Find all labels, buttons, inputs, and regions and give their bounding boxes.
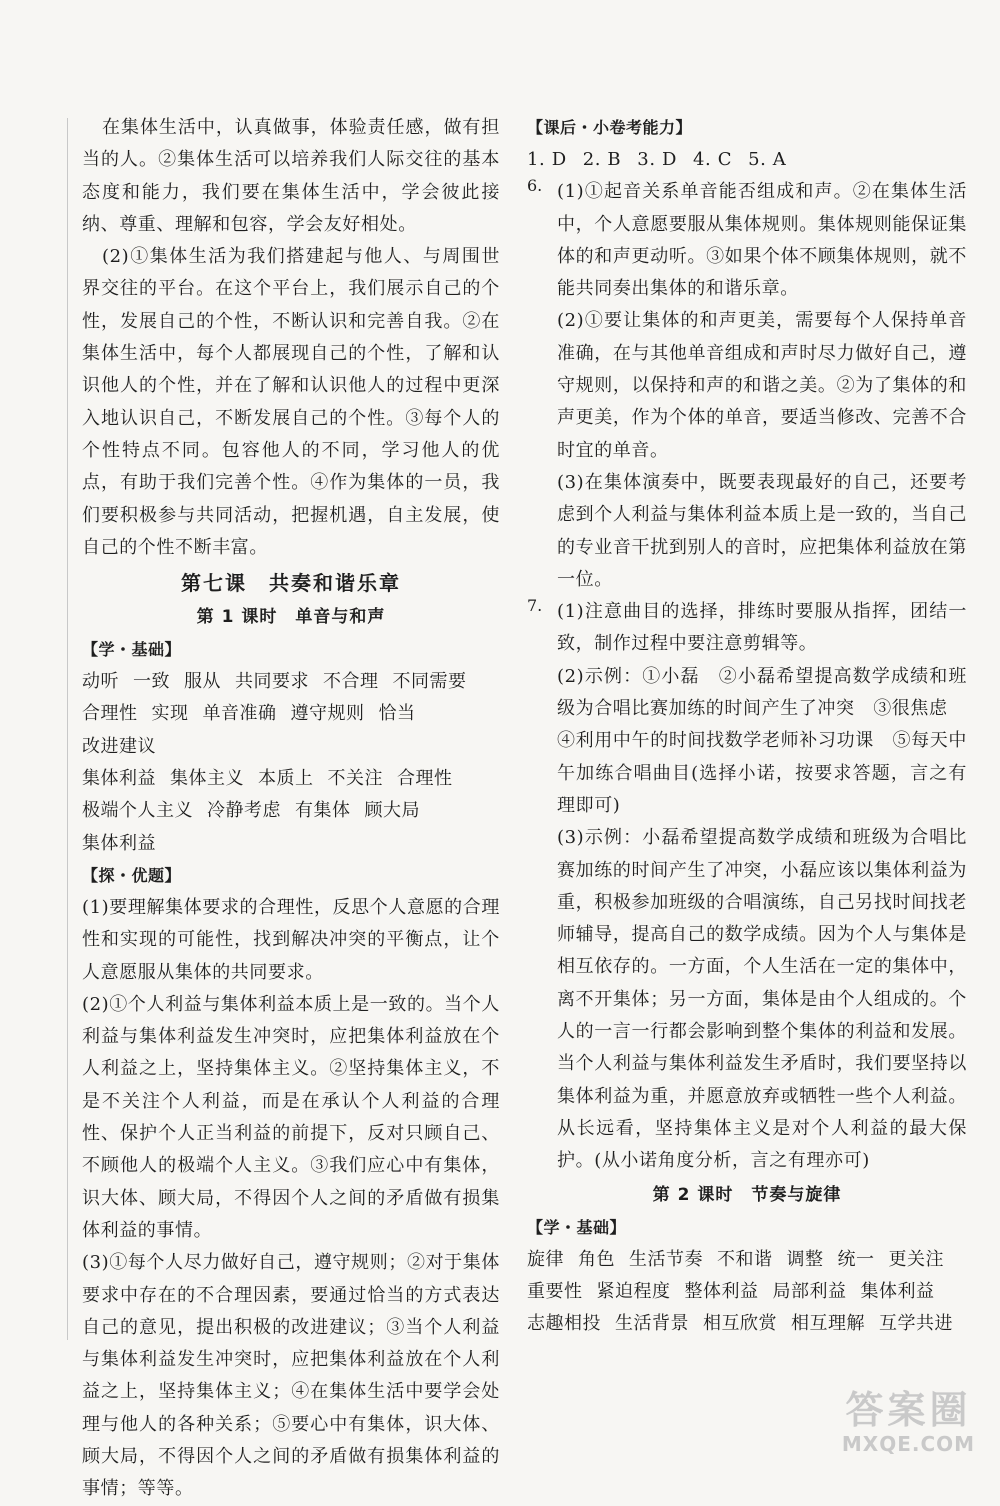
choice-answers [527, 144, 967, 176]
choice-answer: 2. B [582, 149, 622, 170]
answer-word: 合理性 [82, 703, 138, 725]
answer-word: 集体利益 [82, 832, 156, 854]
answer-word: 恰当 [378, 703, 416, 725]
answer-word: 调整 [786, 1248, 824, 1270]
answer-word: 局部利益 [772, 1280, 847, 1302]
after-class-section-label: 【课后・小卷考能力】 [527, 118, 693, 137]
continued-paragraph-1: 在集体生活中，认真做事，体验责任感，做有担当的人。②集体生活可以培养我们人际交往的基本态度和能力，我们要在集体生活中，学会彼此接纳、尊重、理解和包容，学会友好相处。 [82, 117, 500, 235]
answer-word: 更关注 [888, 1248, 944, 1270]
answer-word: 重要性 [527, 1280, 583, 1302]
choice-answer: 4. C [693, 149, 733, 170]
answer-word: 有集体 [295, 800, 351, 822]
question-6 [527, 176, 967, 596]
middle-column [82, 112, 500, 1506]
answer-word: 相互理解 [791, 1313, 865, 1335]
answer-row [82, 763, 500, 795]
answer-word: 整体利益 [684, 1280, 759, 1302]
answer-row [82, 795, 500, 860]
q6-answer-2: (2)①要让集体的和声更美，需要每个人保持单音准确，在与其他单音组成和声时尽力做好自己，遵守规则，以保持和声的和谐之美。②为了集体的和声更美，作为个体的单音，要适当修改、完善不合时宜的单音。 [557, 310, 967, 461]
choice-answer: 1. D [527, 149, 567, 170]
answer-word: 极端个人主义 [82, 800, 193, 822]
basic-section-label: 【学・基础】 [82, 640, 182, 660]
answer-word: 实现 [151, 703, 189, 725]
basic-answers-2 [527, 1244, 967, 1341]
answer-row [82, 698, 500, 763]
answer-word: 角色 [578, 1248, 615, 1270]
answer-word: 互学共进 [879, 1313, 953, 1335]
explore-answer-1: (1)要理解集体要求的合理性，反思个人意愿的合理性和实现的可能性，找到解决冲突的平衡点，让个人意愿服从集体的共同要求。 [82, 896, 500, 983]
explore-answer-2: (2)①个人利益与集体利益本质上是一致的。当个人利益与集体利益发生冲突时，应把集体利益放在个人利益之上，坚持集体主义。②坚持集体主义，不是不关注个人利益，而是在承认个人利益的合理性、保护个人正当利益的前提下，反对只顾自己、不顾他人的极端个人主义。③我们应心中有集体，识大体、顾大局，不得因个人之间的矛盾做有损集体利益的事情。 [82, 993, 500, 1241]
choice-answer: 3. D [637, 149, 677, 170]
answer-word: 旋律 [527, 1248, 564, 1270]
answer-word: 不关注 [327, 768, 383, 790]
q7-answer-2b: ④利用中午的时间找数学老师补习功课 ⑤每天中午加练合唱曲目(选择小诺，按要求答题，言之有理即可) [557, 730, 967, 816]
watermark-text: 答案圈 [845, 1388, 972, 1432]
answer-word: 动听 [82, 671, 119, 693]
answer-word: 不同需要 [392, 671, 467, 693]
question-7 [527, 596, 967, 1177]
column-divider [67, 118, 68, 1340]
answer-word: 紧迫程度 [596, 1280, 671, 1302]
answer-word: 一致 [133, 671, 170, 693]
answer-word: 冷静考虑 [207, 800, 281, 822]
answer-word: 遵守规则 [290, 703, 365, 725]
basic-answers-1 [82, 666, 500, 860]
answer-word: 本质上 [258, 768, 314, 790]
lesson-title: 第七课 共奏和谐乐章 [181, 571, 401, 596]
q6-answer-1: (1)①起音关系单音能否组成和声。②在集体生活中，个人意愿要服从集体规则。集体规则能保证集体的和声更动听。③如果个体不顾集体规则，就不能共同奏出集体的和谐乐章。 [557, 181, 967, 300]
period-2-title: 第 2 课时 节奏与旋律 [652, 1184, 842, 1205]
q6-answer-3: (3)在集体演奏中，既要表现最好的自己，还要考虑到个人利益与集体利益本质上是一致的，当自己的专业音干扰到别人的音时，应把集体利益放在第一位。 [557, 471, 967, 590]
q7-answer-3: (3)示例：小磊希望提高数学成绩和班级为合唱比赛加练的时间产生了冲突，小磊应该以集体利益为重，积极参加班级的合唱演练，自己另找时间找老师辅导，提高自己的数学成绩。因为个人与集体是相互依存的。一方面，个人生活在一定的集体中，离不开集体；另一方面，集体是由个人组成的。个人的一言一行都会影响到整个集体的利益和发展。当个人利益与集体利益发生矛盾时，我们要坚持以集体利益为重，并愿意放弃或牺牲一些个人利益。从长远看，坚持集体主义是对个人利益的最大保护。(从小诺角度分析，言之有理亦可) [557, 827, 967, 1172]
answer-word: 单音准确 [202, 703, 277, 725]
answer-word: 集体主义 [170, 768, 244, 790]
answer-word: 共同要求 [235, 671, 309, 693]
answer-word: 相互欣赏 [703, 1313, 777, 1335]
answer-row [527, 1244, 967, 1276]
question-number: 6. [527, 176, 543, 196]
period-1-title: 第 1 课时 单音与和声 [196, 607, 386, 628]
watermark-logo [826, 1388, 991, 1456]
answer-word: 集体利益 [82, 768, 156, 790]
watermark-url: MXQE.COM [841, 1432, 976, 1456]
answer-row [527, 1276, 967, 1308]
basic-section-label-2: 【学・基础】 [527, 1217, 627, 1237]
answer-word: 改进建议 [82, 735, 156, 757]
q7-answer-1: (1)注意曲目的选择，排练时要服从指挥，团结一致，制作过程中要注意剪辑等。 [557, 601, 967, 655]
answer-word: 生活背景 [615, 1313, 689, 1335]
answer-row [527, 1308, 967, 1340]
choice-answer: 5. A [748, 149, 787, 170]
answer-word: 集体利益 [860, 1280, 935, 1302]
answer-word: 合理性 [397, 768, 453, 790]
answer-word: 顾大局 [364, 800, 420, 822]
answer-word: 志趣相投 [527, 1313, 601, 1335]
explore-section-label: 【探・优题】 [82, 865, 182, 885]
answer-word: 不和谐 [717, 1248, 773, 1270]
explore-answer-3: (3)①每个人尽力做好自己，遵守规则；②对于集体要求中存在的不合理因素，要通过恰当的方式表达自己的意见，提出积极的改进建议；③当个人利益与集体利益发生冲突时，应把集体利益放在个人利益之上，坚持集体主义；④在集体生活中要学会处理与他人的各种关系；⑤要心中有集体，识大体、顾大局，不得因个人之间的矛盾做有损集体利益的事情；等等。 [82, 1252, 500, 1500]
right-column [527, 112, 967, 1340]
answer-word: 不合理 [323, 671, 379, 693]
q7-answer-2: (2)示例：①小磊 ②小磊希望提高数学成绩和班级为合唱比赛加练的时间产生了冲突 ③很焦虑 [557, 665, 967, 720]
answer-word: 统一 [837, 1248, 875, 1270]
answer-row [82, 666, 500, 698]
answer-word: 生活节奏 [629, 1248, 703, 1270]
answer-word: 服从 [184, 671, 221, 693]
question-number: 7. [527, 596, 543, 616]
continued-paragraph-2: (2)①集体生活为我们搭建起与他人、与周围世界交往的平台。在这个平台上，我们展示自己的个性，发展自己的个性，不断认识和完善自我。②在集体生活中，每个人都展现自己的个性，了解和认识他人的个性，并在了解和认识他人的过程中更深入地认识自己，不断发展自己的个性。③每个人的个性特点不同。包容他人的不同，学习他人的优点，有助于我们完善个性。④作为集体的一员，我们要积极参与共同活动，把握机遇，自主发展，使自己的个性不断丰富。 [82, 246, 500, 558]
